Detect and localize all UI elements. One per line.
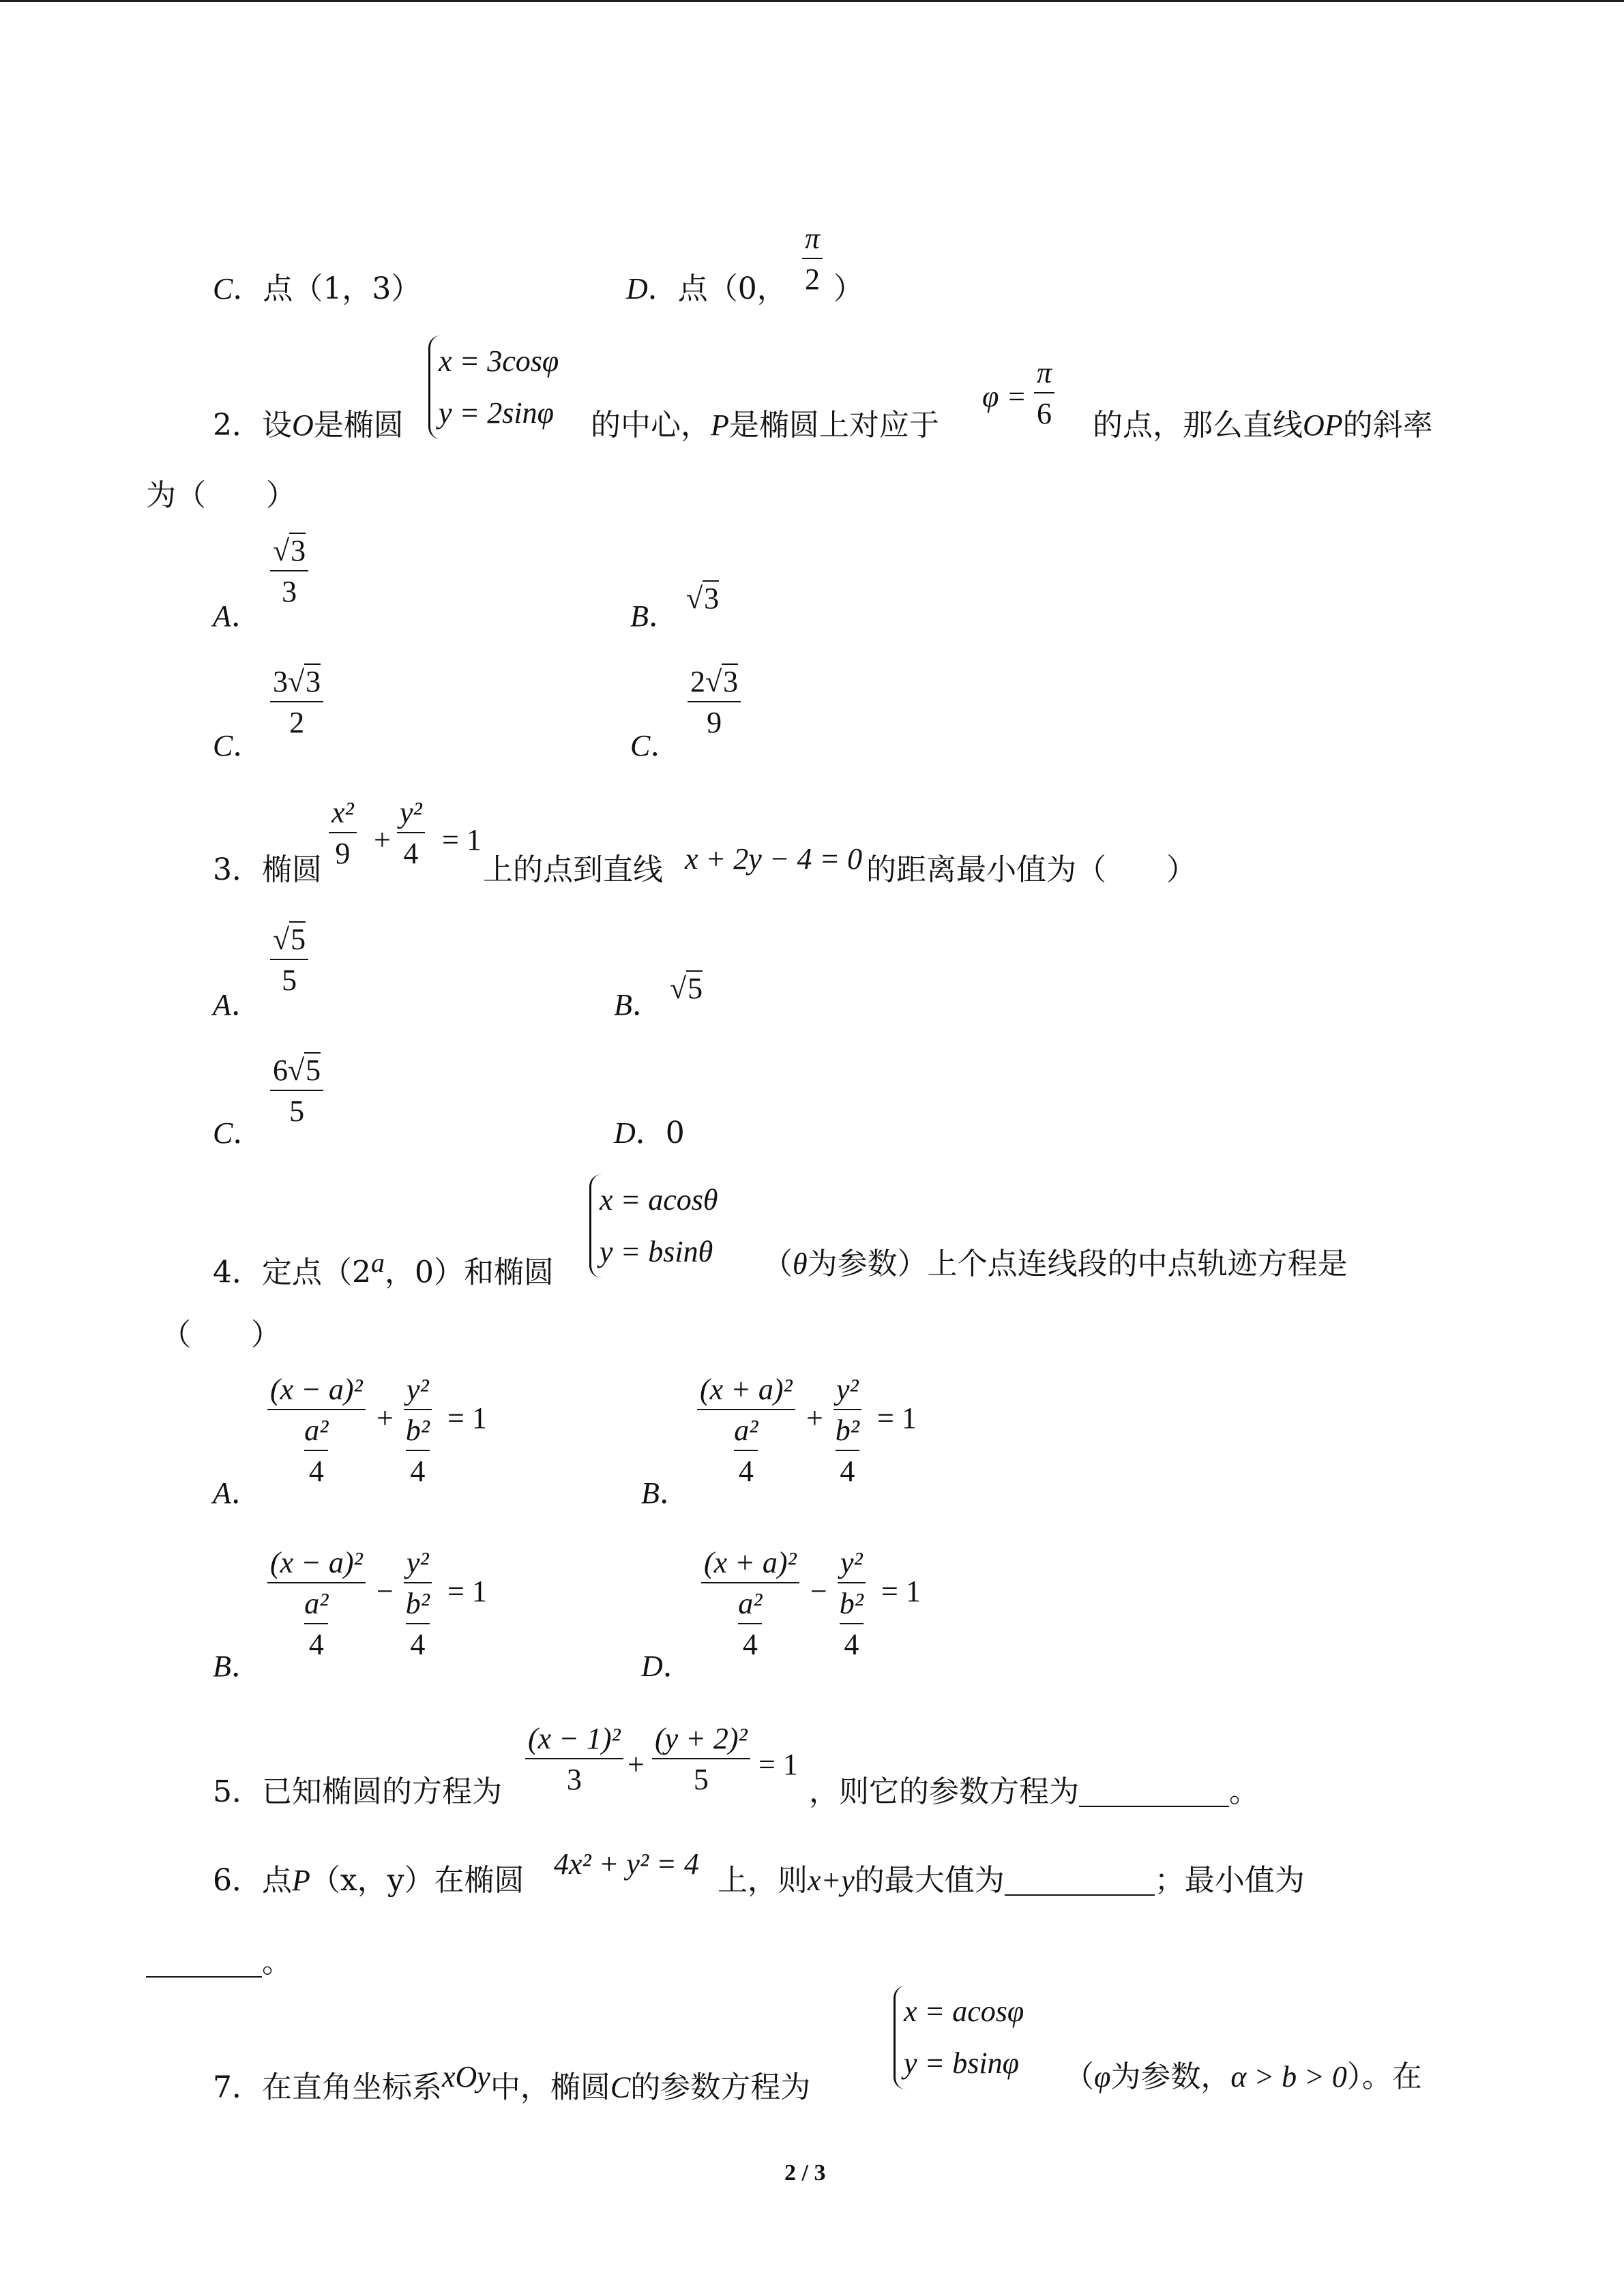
q4-option-a-eq: = 1	[447, 1401, 487, 1435]
q2-text-line2: 为（ ）	[146, 478, 296, 513]
q2-option-d-value: $\frac{2√3}{9}$	[688, 667, 741, 738]
q2-option-c-value: $\frac{3√3}{2}$	[270, 667, 323, 738]
q5-text-2: ，则它的参数方程为 。	[809, 1774, 1259, 1809]
q2-text-2: 的中心，P是椭圆上对应于	[591, 408, 939, 443]
q3-option-b-letter: B．	[614, 987, 662, 1022]
q2-pi-over-6-fraction: $\frac{\pi}{6}$	[1034, 358, 1054, 429]
q2-phi-equals: φ =	[982, 380, 1027, 413]
option-text: ．点（0，	[647, 271, 787, 306]
q6-max-blank	[1005, 1867, 1155, 1896]
q6-text-2: 上，则x+y的最大值为 ；最小值为	[718, 1863, 1305, 1898]
q2-option-b-letter: B．	[630, 599, 679, 633]
q1-option-c	[213, 271, 422, 306]
q3-line-equation: x + 2y − 4 = 0	[685, 842, 863, 876]
q4-option-c-letter: B．	[213, 1649, 261, 1684]
q5-text-1: 5．已知椭圆的方程为	[213, 1774, 502, 1809]
q4-option-d-frac2: y² b² 4	[838, 1548, 866, 1660]
q4-option-d-letter: D．	[641, 1649, 693, 1684]
q7-text-1: 7．在直角坐标系xOy中，椭圆C的参数方程为	[213, 2060, 811, 2105]
q3-option-c-value: $\frac{6√5}{5}$	[270, 1056, 323, 1127]
q7-parametric-system: x = acosφ y = bsinφ	[894, 1986, 1024, 2089]
q2-text-1: 2．设O是椭圆	[213, 408, 404, 443]
q4-option-b-frac1: (x + a)² a² 4	[697, 1375, 795, 1487]
top-border	[0, 0, 1624, 2]
q6-text-1: 6．点P（x，y）在椭圆	[213, 1863, 525, 1898]
q4-option-d-eq: = 1	[881, 1575, 921, 1608]
q6-min-blank	[146, 1949, 262, 1978]
q3-text-1: 3．椭圆	[213, 852, 322, 887]
q6-ellipse-equation: 4x² + y² = 4	[554, 1847, 699, 1881]
q4-option-a-letter: A．	[213, 1476, 261, 1510]
q4-option-c-frac1: (x − a)² a² 4	[267, 1548, 366, 1660]
q3-text-2: 上的点到直线	[483, 852, 663, 887]
option-letter: C	[213, 272, 233, 305]
q4-parametric-system: x = acosθ y = bsinθ	[589, 1174, 718, 1278]
q2-option-b-value: √3	[686, 582, 720, 615]
q4-text-2: （θ为参数）上个点连线段的中点轨迹方程是	[763, 1247, 1348, 1281]
q2-text-3: 的点，那么直线OP的斜率	[1093, 408, 1433, 443]
q4-option-c-op: −	[377, 1575, 394, 1608]
q4-option-a-frac2: y² b² 4	[404, 1375, 432, 1487]
q3-option-b-value: √5	[670, 972, 703, 1005]
q4-option-c-eq: = 1	[447, 1575, 487, 1608]
q5-plus: +	[628, 1748, 645, 1781]
q4-option-b-eq: = 1	[877, 1401, 917, 1435]
q3-fraction-x: $\frac{\text{x²}}{9}$	[329, 798, 357, 869]
q4-option-a-op: +	[377, 1401, 394, 1435]
q2-option-d-letter: C．	[630, 728, 681, 763]
q4-option-c-frac2: y² b² 4	[404, 1548, 432, 1660]
option-text: ．点（1，3）	[233, 271, 422, 306]
q4-option-d-op: −	[810, 1575, 827, 1608]
q1-pi-over-2-fraction: $\frac{\pi}{2}$	[802, 224, 823, 295]
q1-option-d	[626, 271, 787, 306]
q3-plus: +	[374, 823, 391, 856]
q4-text-1: 4．定点（2a，0）和椭圆	[213, 1247, 554, 1290]
q3-option-c-letter: C．	[213, 1116, 263, 1150]
q4-option-b-frac2: y² b² 4	[833, 1375, 861, 1487]
q2-option-a-letter: A．	[213, 599, 261, 633]
q4-option-d-frac1: (x + a)² a² 4	[701, 1548, 799, 1660]
q3-text-3: 的距离最小值为（ ）	[866, 852, 1196, 887]
q6-text-line2: 。	[146, 1948, 292, 1978]
q4-text-line2: （ ）	[161, 1317, 281, 1352]
q7-text-2: （φ为参数，α > b > 0）。在	[1064, 2059, 1422, 2094]
option-letter: D	[626, 272, 648, 305]
q5-fraction-1: $\frac{\text{(x − 1)²}}{3}$	[525, 1724, 623, 1795]
q2-option-c-letter: C．	[213, 728, 263, 763]
q3-option-a-value: $\frac{√5}{5}$	[270, 925, 308, 996]
q1-option-d-close: ）	[833, 271, 863, 306]
q2-parametric-system: x = 3cosφ y = 2sinφ	[428, 336, 559, 439]
q3-fraction-y: $\frac{\text{y²}}{4}$	[397, 798, 425, 869]
q3-equals-one: = 1	[442, 823, 482, 856]
q5-fraction-2: $\frac{\text{(y + 2)²}}{5}$	[652, 1724, 750, 1795]
q4-option-a-frac1: (x − a)² a² 4	[267, 1375, 366, 1487]
q3-option-a-letter: A．	[213, 987, 261, 1022]
q5-answer-blank	[1079, 1778, 1229, 1807]
q3-option-d: D．0	[614, 1116, 685, 1150]
q4-option-b-op: +	[806, 1401, 823, 1435]
q5-equals-one: = 1	[758, 1748, 798, 1781]
q4-option-b-letter: B．	[641, 1476, 690, 1510]
q2-option-a-value: $\frac{√3}{3}$	[270, 536, 308, 607]
page-number: 2 / 3	[784, 2160, 826, 2186]
